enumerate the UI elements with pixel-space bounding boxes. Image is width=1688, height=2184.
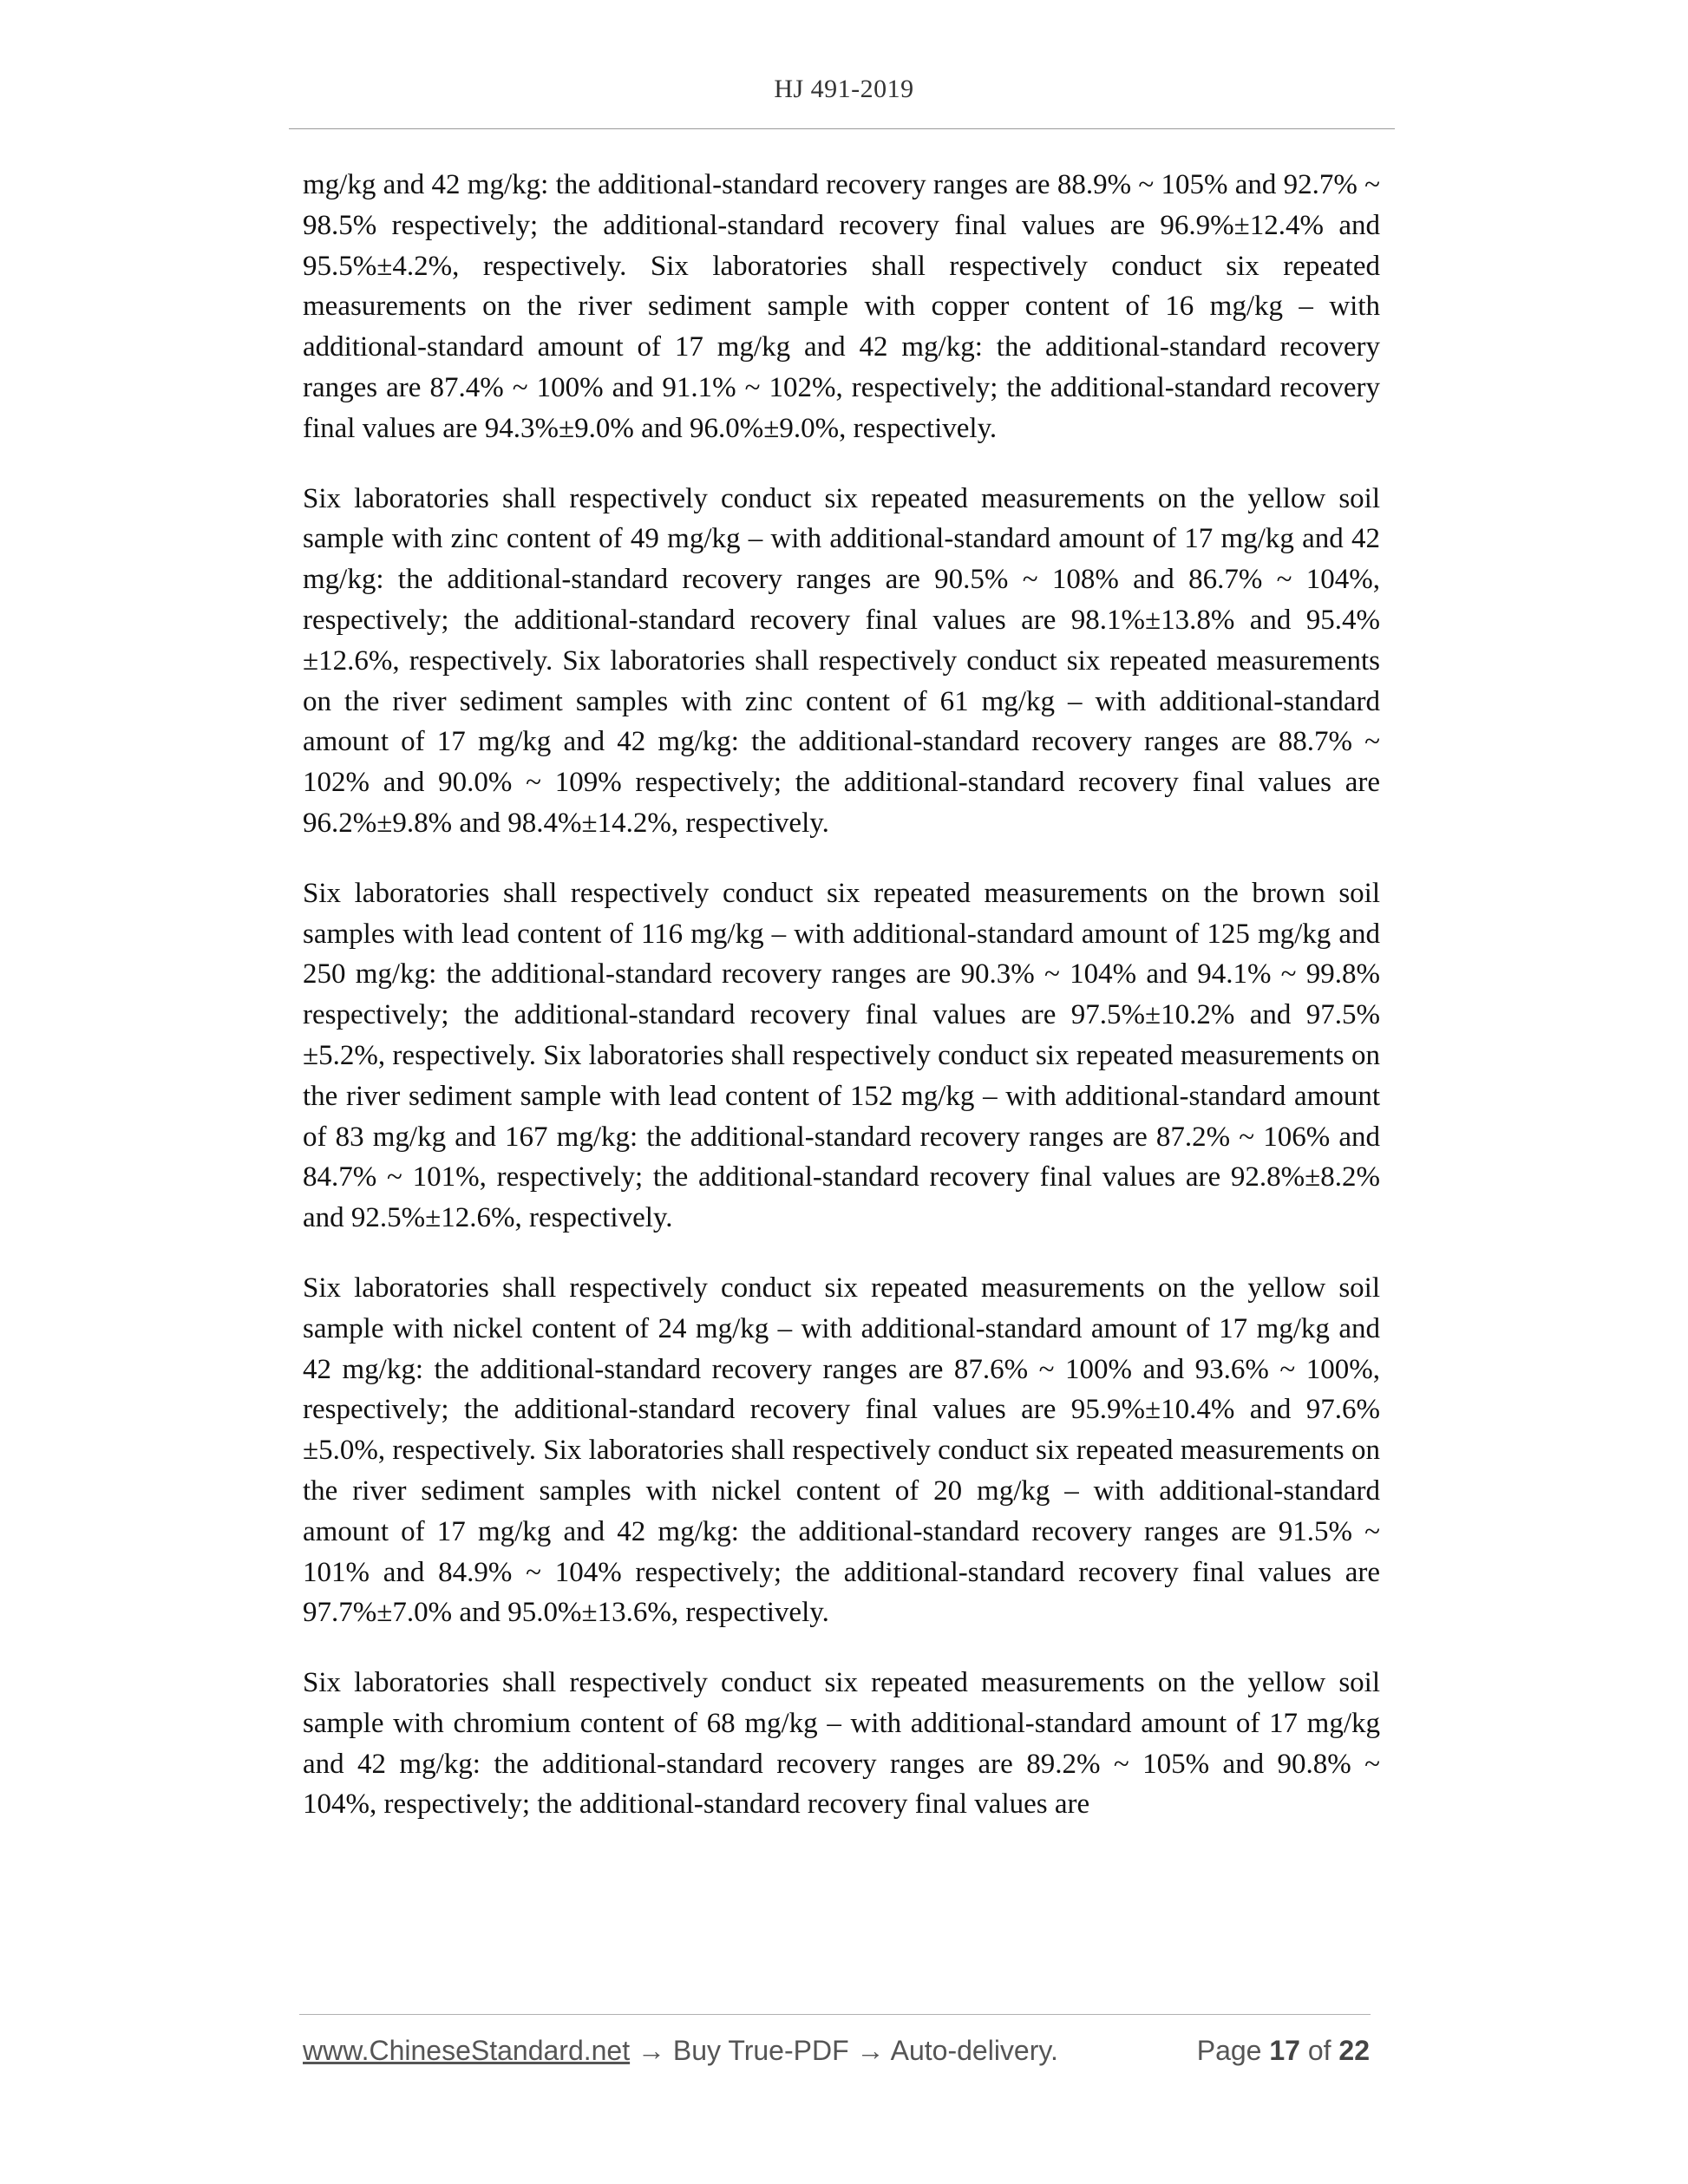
page-total: 22 xyxy=(1338,2035,1370,2066)
footer-promo xyxy=(303,2035,1058,2067)
paragraph-zinc: Six laboratories shall respectively conduct six repeated measurements on the yellow soil sample with zinc content of 49 mg/kg – with additional-standard amount of 17 mg/kg and 42 mg/kg: the additional-standard recovery ranges are 90.5% ~ 108% and 86.7% ~ 104%, respectively; the additional-standard recovery final values are 98.1%±13.8% and 95.4%±12.6%, respectively. Six laboratories shall respectively conduct six repeated measurements on the river sediment samples with zinc content of 61 mg/kg – with additional-standard amount of 17 mg/kg and 42 mg/kg: the additional-standard recovery ranges are 88.7% ~ 102% and 90.0% ~ 109% respectively; the additional-standard recovery final values are 96.2%±9.8% and 98.4%±14.2%, respectively. xyxy=(303,482,1380,839)
footer-divider xyxy=(299,2014,1371,2015)
document-body xyxy=(303,165,1380,1825)
paragraph-lead: Six laboratories shall respectively conduct six repeated measurements on the brown soil samples with lead content of 116 mg/kg – with additional-standard amount of 125 mg/kg and 250 mg/kg: the additional-standard recovery ranges are 90.3% ~ 104% and 94.1% ~ 99.8% respectively; the additional-standard recovery final values are 97.5%±10.2% and 97.5%±5.2%, respectively. Six laboratories shall respectively conduct six repeated measurements on the river sediment sample with lead content of 152 mg/kg – with additional-standard amount of 83 mg/kg and 167 mg/kg: the additional-standard recovery ranges are 87.2% ~ 106% and 84.7% ~ 101%, respectively; the additional-standard recovery final values are 92.8%±8.2% and 92.5%±12.6%, respectively. xyxy=(303,877,1380,1234)
header-divider xyxy=(289,128,1395,129)
page-number xyxy=(1197,2035,1370,2067)
footer-promo-text: → Buy True-PDF → Auto-delivery. xyxy=(630,2035,1058,2066)
website-link[interactable]: www.ChineseStandard.net xyxy=(303,2035,631,2066)
page-current: 17 xyxy=(1269,2035,1300,2066)
paragraph-copper: mg/kg and 42 mg/kg: the additional-standard recovery ranges are 88.9% ~ 105% and 92.7% ~ 98.5% respectively; the additional-standard recovery final values are 96.9%±12.4% and 95.5%±4.2%, respectively. Six laboratories shall respectively conduct six repeated measurements on the river sediment sample with copper content of 16 mg/kg – with additional-standard amount of 17 mg/kg and 42 mg/kg: the additional-standard recovery ranges are 87.4% ~ 100% and 91.1% ~ 102%, respectively; the additional-standard recovery final values are 94.3%±9.0% and 96.0%±9.0%, respectively. xyxy=(303,169,1380,444)
paragraph-chromium: Six laboratories shall respectively conduct six repeated measurements on the yellow soil sample with chromium content of 68 mg/kg – with additional-standard amount of 17 mg/kg and 42 mg/kg: the additional-standard recovery ranges are 89.2% ~ 105% and 90.8% ~ 104%, respectively; the additional-standard recovery final values are xyxy=(303,1667,1380,1821)
paragraph-nickel: Six laboratories shall respectively conduct six repeated measurements on the yellow soil sample with nickel content of 24 mg/kg – with additional-standard amount of 17 mg/kg and 42 mg/kg: the additional-standard recovery ranges are 87.6% ~ 100% and 93.6% ~ 100%, respectively; the additional-standard recovery final values are 95.9%±10.4% and 97.6%±5.0%, respectively. Six laboratories shall respectively conduct six repeated measurements on the river sediment samples with nickel content of 20 mg/kg – with additional-standard amount of 17 mg/kg and 42 mg/kg: the additional-standard recovery ranges are 91.5% ~ 101% and 84.9% ~ 104% respectively; the additional-standard recovery final values are 97.7%±7.0% and 95.0%±13.6%, respectively. xyxy=(303,1272,1380,1629)
document-code-header: HJ 491-2019 xyxy=(774,75,914,103)
page-footer xyxy=(303,2035,1370,2073)
page-word: Page xyxy=(1196,2035,1262,2066)
page-of: of xyxy=(1307,2035,1331,2066)
